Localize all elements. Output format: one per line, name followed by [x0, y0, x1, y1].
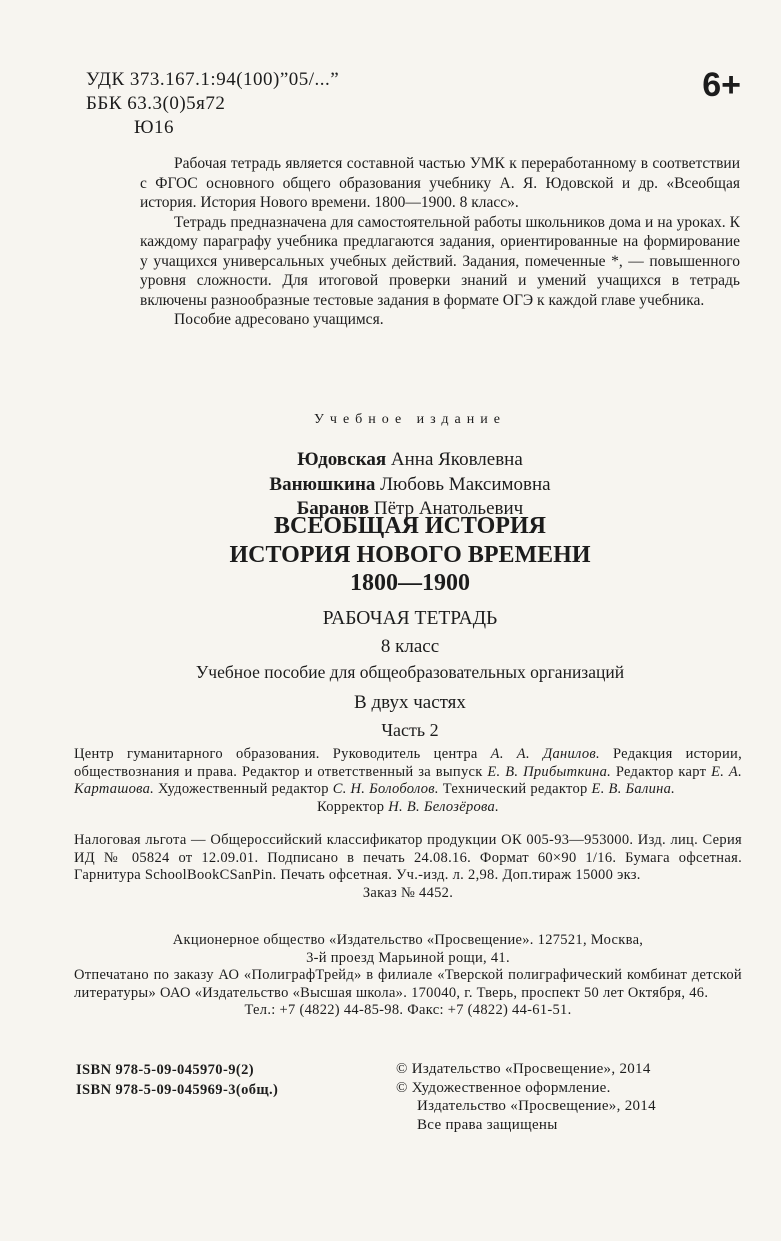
copyright-line: © Художественное оформление.: [396, 1079, 611, 1096]
staff-map-editor: Е. А. Карташова.: [74, 763, 742, 797]
publisher-line: 3-й проезд Марьиной рощи, 41.: [306, 949, 510, 966]
author-surname: Ванюшкина: [269, 473, 376, 495]
author-given-name: Любовь Максимовна: [380, 473, 551, 495]
staff-tech-editor: Е. В. Балина.: [591, 781, 676, 797]
author-surname: Баранов: [296, 498, 370, 519]
printer-info: [74, 967, 742, 1020]
technical-data: [74, 832, 742, 902]
abstract: [140, 154, 740, 330]
publisher-address: [74, 932, 742, 967]
title-line: ИСТОРИЯ НОВОГО ВРЕМЕНИ: [229, 541, 591, 568]
book-title: [60, 512, 760, 598]
title-years: 1800—1900: [350, 570, 470, 596]
parts-count: В двух частях: [354, 692, 466, 713]
abstract-paragraph-1: Рабочая тетрадь является составной частью УМК к переработанному в соответствии с ФГОС основного общего образования учебнику А. Я. Юдовской и др. «Всеобщая история. История Нового времени. 1800—1900. 8 класс».: [140, 155, 740, 211]
copyright-line: Все права защищены: [417, 1116, 558, 1133]
copyright-line: © Издательство «Просвещение», 2014: [396, 1061, 651, 1077]
copyright-line: Издательство «Просвещение», 2014: [417, 1098, 656, 1114]
isbn-block: [76, 1060, 278, 1100]
copyright-block: [396, 1060, 656, 1134]
author-given-name: Пётр Анатольевич: [373, 498, 524, 519]
abstract-paragraph-2: Тетрадь предназначена для самостоятельной работы школьников дома и на уроках. К каждому параграфу учебника предлагаются задания, ориентированные на формирование у учащихся универсальных учебных действий. Задания, помеченные *, — повышенного уровня сложности. Для итоговой проверки знаний и умений учащихся в тетрадь включены разнообразные тестовые задания в формате ОГЭ к каждой главе учебника.: [140, 213, 740, 309]
author: [60, 473, 760, 498]
staff-corrector-line: Корректор Н. В. Белозёрова.: [316, 798, 500, 815]
classification-codes: [86, 68, 339, 140]
staff-editor: Е. В. Прибыткина.: [487, 763, 612, 780]
isbn: ISBN 978-5-09-045969-3(общ.): [76, 1082, 279, 1098]
author-surname: Юдовская: [297, 449, 387, 470]
authors: [60, 448, 760, 522]
printer-phones: Тел.: +7 (4822) 44-85-98. Факс: +7 (4822) 44-61-51.: [244, 1002, 572, 1018]
age-rating: 6+: [702, 66, 741, 104]
abstract-paragraph-3: Пособие адресовано учащимся.: [174, 311, 384, 328]
staff-corrector: Н. В. Белозёрова.: [388, 798, 500, 815]
printer-text: Отпечатано по заказу АО «ПолиграфТрейд» в филиале «Тверской полиграфический комбинат детской литературы» ОАО «Издательство «Высшая школа». 170040, г. Тверь, проспект 50 лет Октября, 46.: [74, 967, 742, 1001]
udk-code: УДК 373.167.1:94(100)”05/...”: [86, 69, 340, 90]
editorial-staff: [74, 746, 742, 816]
part-number: Часть 2: [381, 720, 439, 740]
bbk-code: ББК 63.3(0)5я72: [86, 93, 226, 114]
author: [60, 448, 760, 473]
author-sign: Ю16: [134, 117, 175, 138]
staff-head: А. А. Данилов.: [490, 746, 600, 762]
purpose: Учебное пособие для общеобразовательных организаций: [195, 662, 625, 682]
edition-type: Учебное издание: [314, 412, 506, 427]
technical-text: Налоговая льгота — Общероссийский классификатор продукции ОК 005-93—953000. Изд. лиц. Серия ИД № 05824 от 12.09.01. Подписано в печать 24.08.16. Формат 60×90 1/16. Бумага офсетная. Гарнитура SchoolBookCSanPin. Печать офсетная. Уч.-изд. л. 2,98. Доп.тираж 15000 экз.: [74, 832, 742, 883]
author-given-name: Анна Яковлевна: [390, 449, 523, 470]
subtitle: РАБОЧАЯ ТЕТРАДЬ: [322, 608, 498, 629]
staff-art-editor: С. Н. Болоболов.: [332, 781, 439, 797]
grade: 8 класс: [380, 636, 440, 657]
staff-text: Центр гуманитарного образования. Руководитель центра А. А. Данилов. Редакция истории, обществознания и права. Редактор и ответственный за выпуск Е. В. Прибыткина. Редактор карт Е. А. Карташова. Художественный редактор С. Н. Болоболов. Технический редактор Е. В. Балина.: [74, 746, 742, 797]
publisher-line: Акционерное общество «Издательство «Просвещение». 127521, Москва,: [172, 932, 644, 948]
isbn: ISBN 978-5-09-045970-9(2): [76, 1062, 254, 1078]
order-number: Заказ № 4452.: [362, 884, 454, 901]
title-line: ВСЕОБЩАЯ ИСТОРИЯ: [274, 513, 546, 539]
